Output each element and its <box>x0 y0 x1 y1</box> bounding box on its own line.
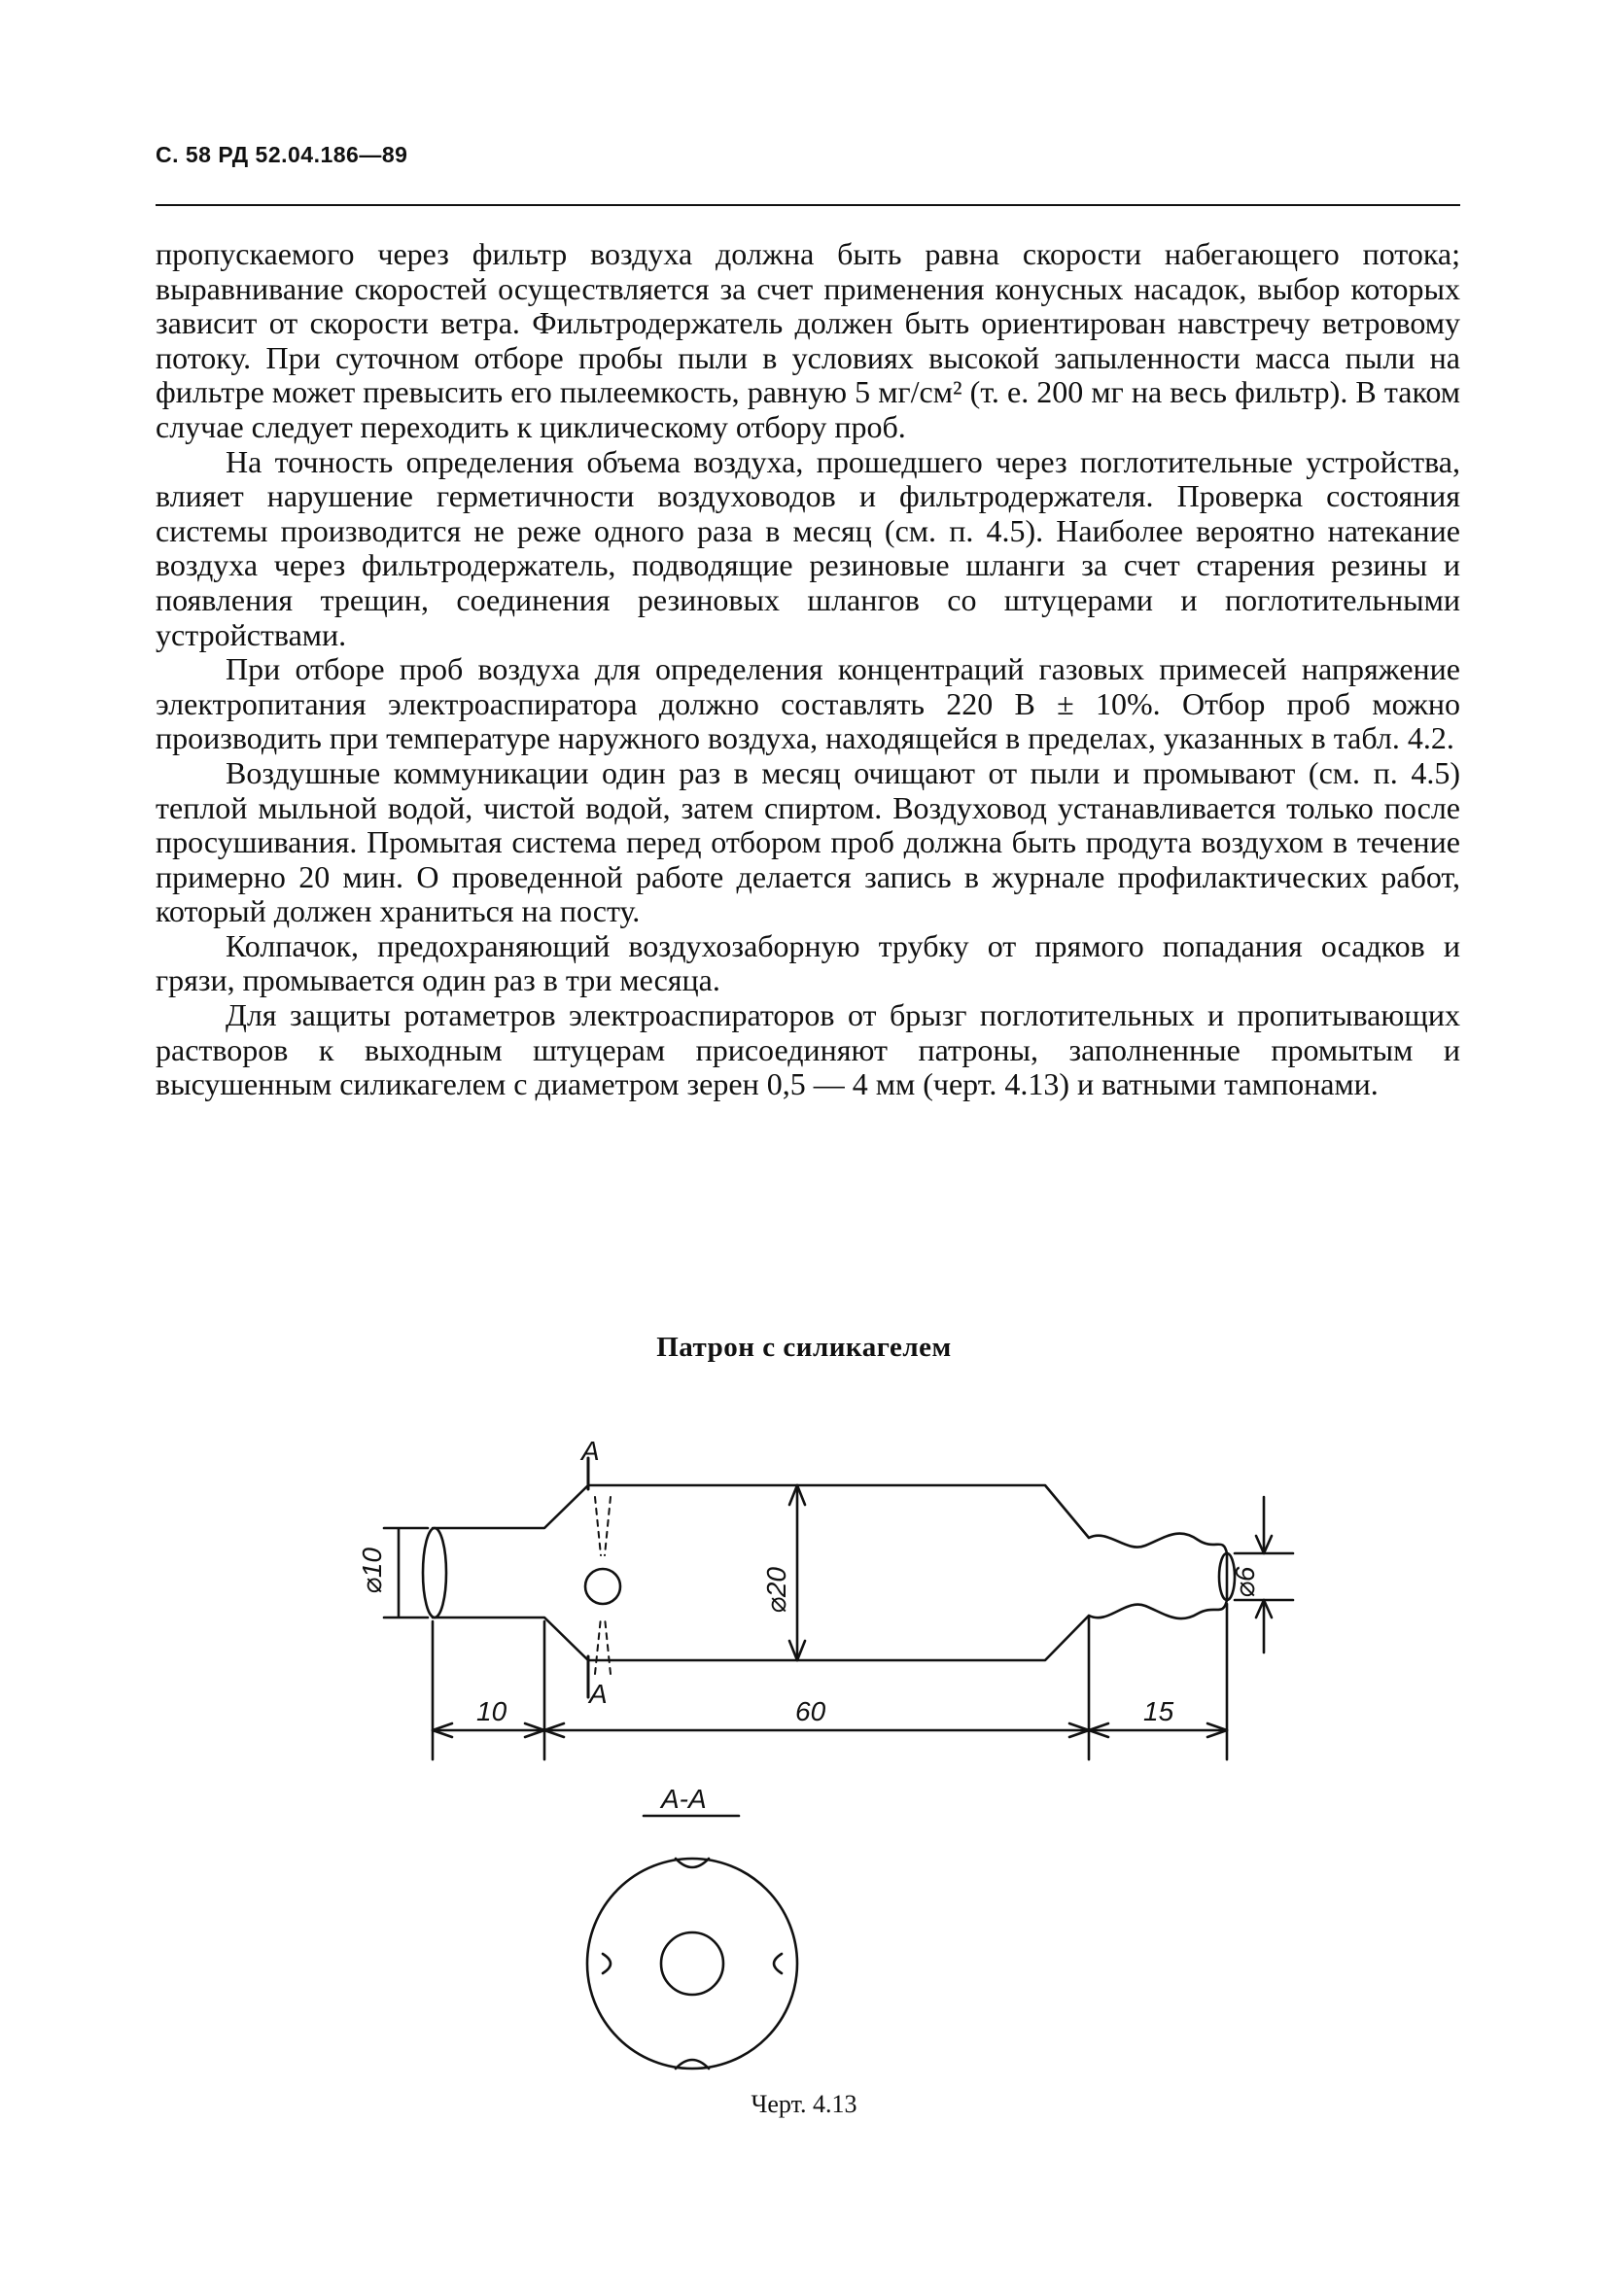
len-left-label: 10 <box>476 1696 507 1726</box>
paragraph-6: Для защиты ротаметров электроаспираторов от брызг поглотительных и пропитывающих растворов к выходным штуцерам присоединяют патроны, заполненные промытым и высушенным силикагелем с диаметром зерен 0,5 — 4 мм (черт. 4.13) и ватными тампонами. <box>156 997 1460 1102</box>
section-outer <box>587 1859 797 2069</box>
paragraph-1: пропускаемого через фильтр воздуха должна быть равна скорости набегающего потока; выравнивание скоростей осуществляется за счет применения конусных насадок, выбор которых зависит от скорости ветра. Фильтродержатель должен быть ориентирован навстречу ветровому потоку. При суточном отборе пробы пыли в условиях высокой запыленности масса пыли на фильтре может превысить его пылеемкость, равную 5 мг/см² (т. е. 200 мг на весь фильтр). В таком случае следует переходить к циклическому отбору проб. <box>156 236 1460 444</box>
section-label-bottom: A <box>589 1679 608 1709</box>
page-header: С. 58 РД 52.04.186—89 <box>156 142 408 167</box>
figure-caption: Черт. 4.13 <box>751 2090 857 2118</box>
section-view-label: A-A <box>661 1784 707 1814</box>
paragraph-4: Воздушные коммуникации один раз в месяц очищают от пыли и промывают (см. п. 4.5) теплой мыльной водой, чистой водой, затем спиртом. Воздуховод устанавливается только после просушивания. Промытая система перед отбором проб должна быть продута воздухом в течение примерно 20 мин. О проведенной работе делается запись в журнале профилактических работ, который должен храниться на посту. <box>156 754 1460 929</box>
len-right-label: 15 <box>1143 1696 1174 1726</box>
left-opening <box>423 1528 446 1618</box>
dia-right-label: ⌀6 <box>1230 1566 1260 1598</box>
dia-mid-label: ⌀20 <box>761 1566 791 1614</box>
paragraph-5: Колпачок, предохраняющий воздухозаборную трубку от прямого попадания осадков и грязи, промывается один раз в три месяца. <box>156 927 1460 998</box>
section-inner <box>661 1932 723 1995</box>
paragraph-3: При отборе проб воздуха для определения концентраций газовых примесей напряжение электропитания электроаспиратора должно составлять 220 В ± 10%. Отбор проб можно производить при температуре наружного воздуха, находящейся в пределах, указанных в табл. 4.2. <box>156 651 1460 756</box>
len-mid-label: 60 <box>795 1696 826 1726</box>
cartridge-outline <box>433 1485 1227 1660</box>
dia-left-label: ⌀10 <box>357 1547 387 1594</box>
paragraph-2: На точность определения объема воздуха, прошедшего через поглотительные устройства, влияет нарушение герметичности воздуховодов и фильтродержателя. Проверка состояния системы производится не реже одного раза в месяц (см. п. 4.5). Наиболее вероятно натекание воздуха через фильтродержатель, подводящие резиновые шланги за счет старения резины и появления трещин, соединения резиновых шлангов со штуцерами и поглотительными устройствами. <box>156 443 1460 652</box>
center-hole <box>585 1569 620 1604</box>
section-ribs <box>603 1859 782 2069</box>
section-label-top: A <box>581 1436 600 1466</box>
figure-title: Патрон с силикагелем <box>656 1332 952 1363</box>
